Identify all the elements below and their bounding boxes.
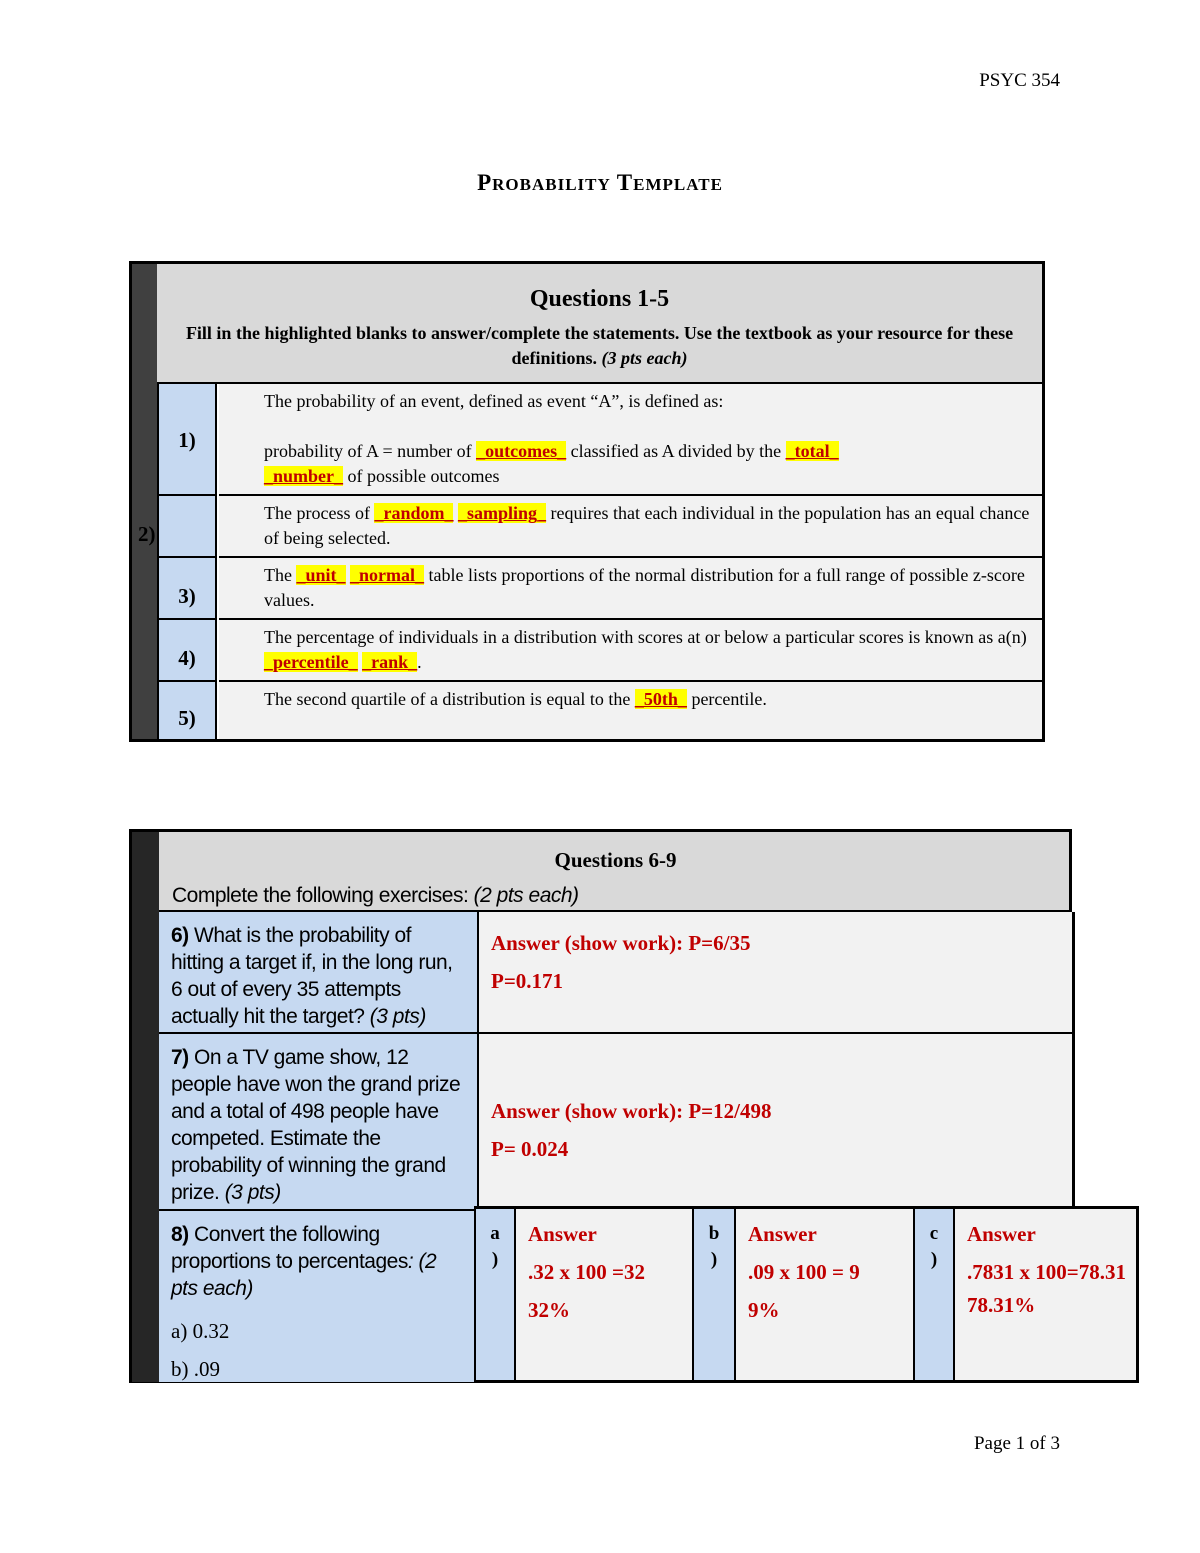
table-side-bar	[132, 264, 157, 739]
page-title: PROBABILITY TEMPLATE	[477, 170, 723, 195]
question-number: 5)	[157, 682, 217, 739]
answer-blank[interactable]: _50th_	[634, 689, 687, 709]
question-4-cell: The percentage of individuals in a distribution with scores at or below a particular scores is known as a(n) _percentile_ _rank_.	[219, 620, 1042, 682]
questions-1-5-table	[129, 261, 1045, 742]
part-b-answer: Answer .09 x 100 = 9 9%	[736, 1209, 915, 1380]
answer-blank[interactable]: _rank_	[362, 652, 418, 672]
answer-result: P=0.171	[491, 969, 564, 993]
answer-text: Answer (show work): P=6/35	[491, 931, 751, 955]
question-6-cell: 6) What is the probability of hitting a target if, in the long run, 6 out of every 35 attempts actually hit the target? (3 pts)	[159, 912, 479, 1034]
answer-blank[interactable]: _unit_	[296, 565, 346, 585]
question-8-cell: 8) Convert the following proportions to percentages: (2 pts each) a) 0.32 b) .09	[159, 1211, 479, 1382]
section-heading: Questions 6-9	[554, 848, 677, 872]
question-3-cell: The _unit_ _normal_ table lists proportions of the normal distribution for a full range of possible z-score values.	[219, 558, 1042, 620]
question-number: 2)	[138, 522, 156, 546]
question-1-cell: The probability of an event, defined as event “A”, is defined as: probability of A = number of _outcomes_ classified as A divided by the _total_ _number_ of possible outcomes	[219, 384, 1042, 496]
answer-blank[interactable]: _sampling_	[457, 503, 547, 523]
section-header	[157, 264, 1042, 384]
question-7-cell: 7) On a TV game show, 12 people have won the grand prize and a total of 498 people have competed. Estimate the probability of winning the grand prize. (3 pts)	[159, 1034, 479, 1211]
section-instructions: Complete the following exercises: (2 pts each)	[172, 884, 579, 907]
answer-6-cell	[479, 912, 1075, 1034]
part-c-answer: Answer .7831 x 100=78.31 78.31%	[955, 1209, 1136, 1380]
question-number: 4)	[157, 620, 217, 682]
question-number: 1)	[157, 384, 217, 496]
part-b-letter: b )	[694, 1209, 736, 1380]
question-2-cell: The process of _random_ _sampling_ requires that each individual in the population has an equal chance of being selected.	[219, 496, 1042, 558]
section-heading: Questions 1-5	[529, 286, 670, 312]
part-a-answer: Answer .32 x 100 =32 32%	[516, 1209, 694, 1380]
table-side-bar	[132, 832, 159, 1382]
answer-blank[interactable]: _random_	[374, 503, 454, 523]
question-number-cell	[157, 496, 217, 558]
answer-blank[interactable]: _percentile_	[264, 652, 358, 672]
section-instructions: Fill in the highlighted blanks to answer/complete the statements. Use the textbook as your resource for these definitions. (3 pts each)	[185, 323, 1014, 368]
answer-blank[interactable]: _normal_	[350, 565, 425, 585]
page-number: Page 1 of 3	[973, 1433, 1060, 1454]
question-5-cell: The second quartile of a distribution is equal to the _50th_ percentile.	[219, 682, 1042, 739]
answer-text: Answer (show work): P=12/498	[491, 1099, 772, 1123]
answer-blank[interactable]: _outcomes_	[476, 441, 567, 461]
section-header	[159, 832, 1072, 912]
part-c-letter: c )	[915, 1209, 955, 1380]
question-8-answers-row	[474, 1206, 1139, 1383]
answer-blank[interactable]: _number_	[264, 466, 344, 486]
answer-blank[interactable]: _total_	[785, 441, 839, 461]
answer-7-cell	[479, 1034, 1075, 1211]
course-code: PSYC 354	[979, 70, 1060, 91]
part-a-letter: a )	[474, 1209, 516, 1380]
answer-result: P= 0.024	[491, 1137, 569, 1161]
question-number: 3)	[157, 558, 217, 620]
